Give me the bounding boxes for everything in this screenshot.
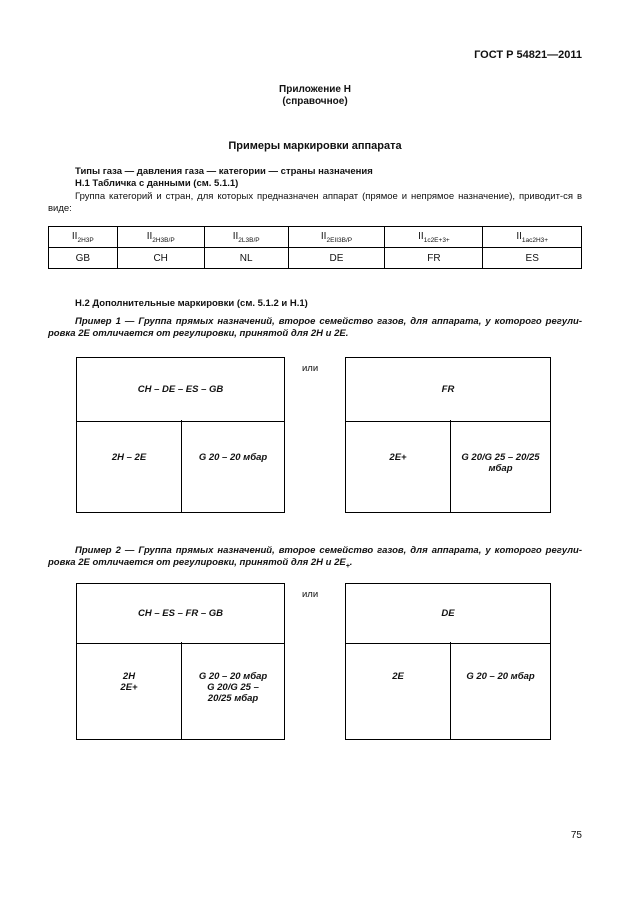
category-cell: $II_{2L3B/P}$ <box>204 227 288 248</box>
example2-left-category: 2H 2E+ <box>120 671 138 693</box>
appendix-title: Приложение Н <box>279 84 351 95</box>
example2-right-category: 2E <box>392 671 404 682</box>
example2-left-countries: CH – ES – FR – GB <box>77 584 284 644</box>
example2-right-pressure: G 20 – 20 мбар <box>466 671 535 682</box>
page-number: 75 <box>570 830 582 841</box>
appendix-subtitle: (справочное) <box>282 96 348 107</box>
example1-right-marking <box>345 357 551 513</box>
example1-left-marking <box>76 357 285 513</box>
example2-left-marking <box>76 583 285 740</box>
category-cell: $II_{2H3B/P}$ <box>117 227 204 248</box>
example2-left-pressure: G 20 – 20 мбар G 20/G 25 – 20/25 мбар <box>198 671 268 704</box>
example1-left-category: 2H – 2E <box>111 452 147 463</box>
category-row <box>49 227 582 248</box>
subsection-h2: Н.2 Дополнительные маркировки (см. 5.1.2 и Н.1) <box>75 298 308 309</box>
example2-right-marking <box>345 583 551 740</box>
category-cell: $II_{2H3P}$ <box>49 227 118 248</box>
intro-paragraph: Группа категорий и стран, для которых предназначен аппарат (прямое и непрямое назначение), приводит-ся в виде: <box>48 191 582 214</box>
standard-number: ГОСТ Р 54821—2011 <box>474 49 582 61</box>
country-cell: ES <box>483 248 582 269</box>
country-cell: CH <box>117 248 204 269</box>
example1-left-countries: CH – DE – ES – GB <box>77 358 284 422</box>
country-cell: DE <box>288 248 385 269</box>
example2-caption: Пример 2 — Группа прямых назначений, второе семейство газов, для аппарата, у которого регули-ровка 2Е отличается от регулировки, принятой для 2Н и $2Е_+$. <box>48 545 582 570</box>
example1-right-pressure: G 20/G 25 – 20/25 мбар <box>461 452 540 474</box>
category-cell: $II_{1ac2H3+}$ <box>483 227 582 248</box>
example1-or: или <box>302 363 319 374</box>
example2-right-countries: DE <box>346 584 550 644</box>
category-cell: $II_{1c2E+3+}$ <box>385 227 483 248</box>
example1-right-category: 2E+ <box>389 452 407 463</box>
example1-caption: Пример 1 — Группа прямых назначений, второе семейство газов, для аппарата, у которого регули-ровка 2Е отличается от регулировки, принятой для 2Н и 2Е. <box>48 316 582 339</box>
subsection-h1: Н.1 Табличка с данными (см. 5.1.1) <box>75 178 239 189</box>
example2-or: или <box>302 589 319 600</box>
country-cell: GB <box>49 248 118 269</box>
example1-left-pressure: G 20 – 20 мбар <box>198 452 268 463</box>
category-table <box>48 226 582 269</box>
page-heading: Примеры маркировки аппарата <box>228 140 402 152</box>
example1-right-countries: FR <box>346 358 550 422</box>
category-cell: $II_{2EII3B/P}$ <box>288 227 385 248</box>
country-row <box>49 248 582 269</box>
section-title: Типы газа — давления газа — категории — страны назначения <box>75 166 373 177</box>
country-cell: FR <box>385 248 483 269</box>
country-cell: NL <box>204 248 288 269</box>
